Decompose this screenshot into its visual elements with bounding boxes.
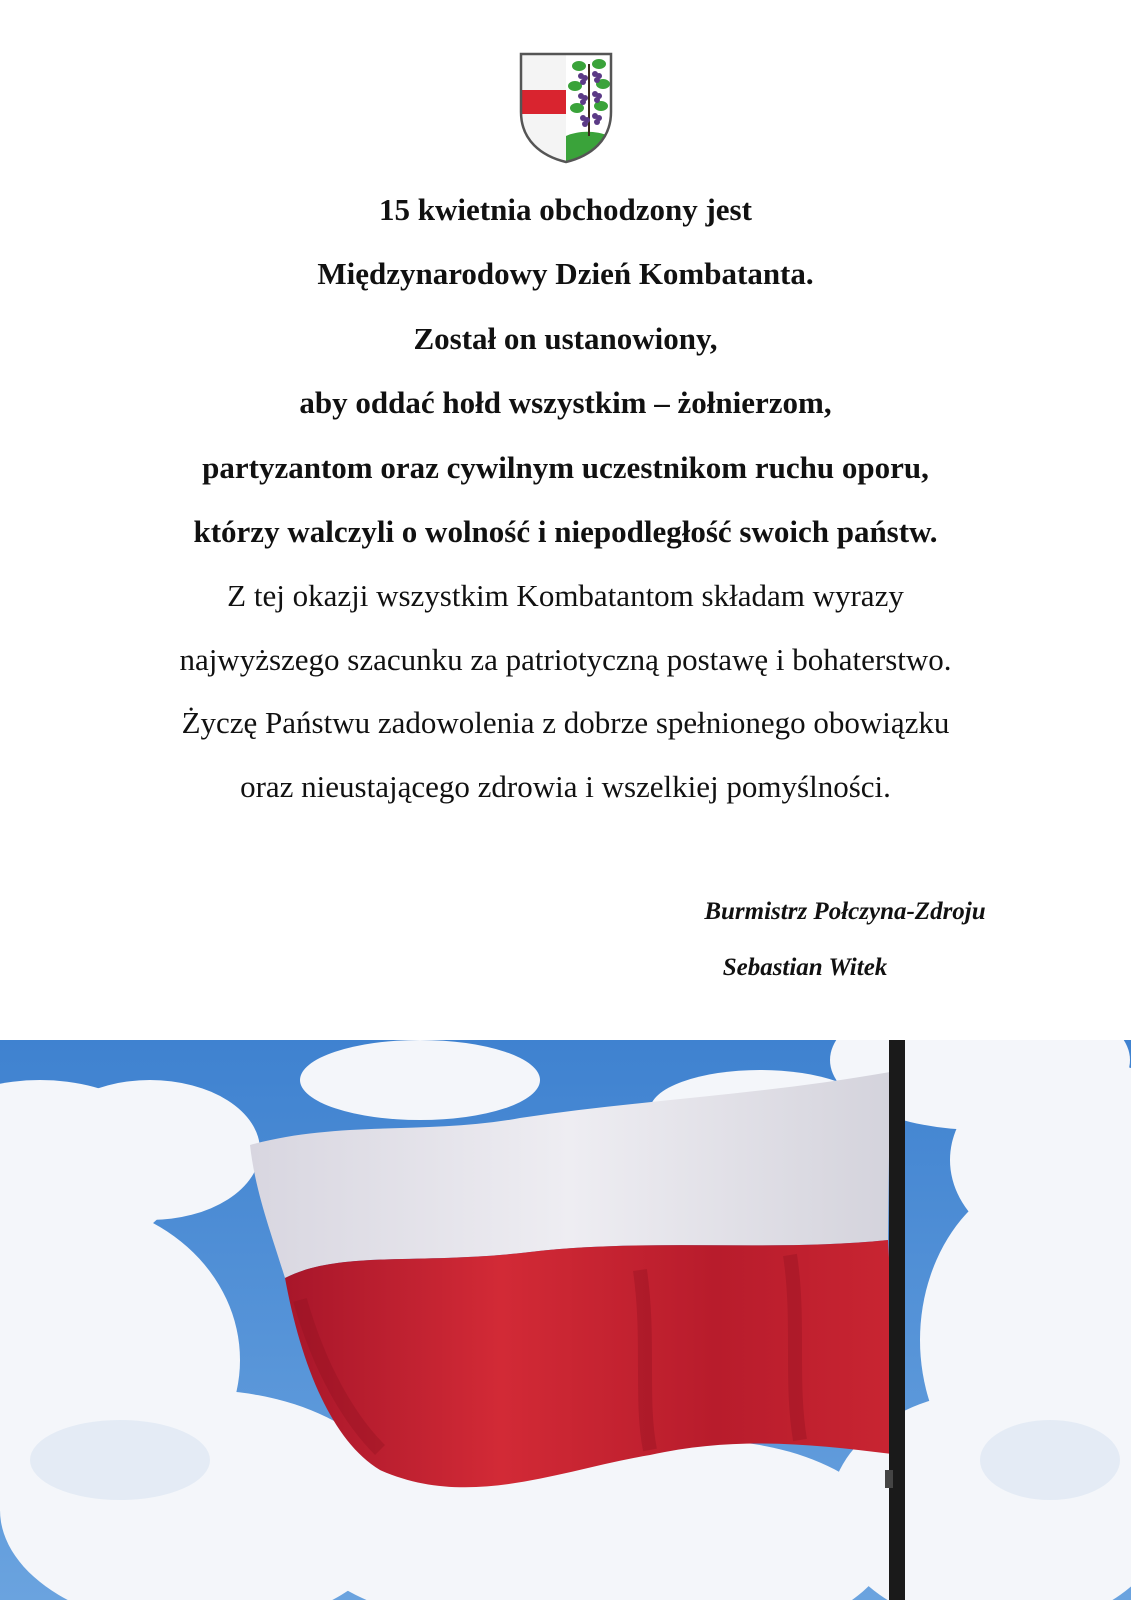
greeting-bold-line: Został on ustanowiony, <box>413 320 718 356</box>
signature-name: Sebastian Witek <box>722 954 888 981</box>
flag-pole <box>889 1040 905 1600</box>
greeting-bold-line: aby oddać hołd wszystkim – żołnierzom, <box>299 385 832 421</box>
greeting-regular-line: oraz nieustającego zdrowia i wszelkiej pomyślności. <box>240 768 891 804</box>
coat-of-arms-icon <box>519 52 613 164</box>
greeting-bold-line: 15 kwietnia obchodzony jest <box>379 192 752 227</box>
greeting-bold-line: partyzantom oraz cywilnym uczestnikom ruchu oporu, <box>202 449 929 485</box>
greeting-regular-line: Życzę Państwu zadowolenia z dobrze spełnionego obowiązku <box>181 705 950 741</box>
greeting-bold-line: Międzynarodowy Dzień Kombatanta. <box>317 256 814 292</box>
greeting-bold-line: którzy walczyli o wolność i niepodległość swoich państw. <box>193 514 938 550</box>
signature-block <box>560 884 1050 996</box>
greeting-regular-line: najwyższego szacunku za patriotyczną postawę i bohaterstwo. <box>179 641 952 677</box>
flag-clip <box>885 1470 893 1488</box>
greeting-regular-line: Z tej okazji wszystkim Kombatantom składam wyrazy <box>227 578 904 614</box>
signature-role: Burmistrz Połczyna-Zdroju <box>704 898 986 925</box>
polish-flag-photo <box>0 1040 1131 1600</box>
crest-red-band <box>519 90 566 114</box>
greeting-text <box>0 178 1131 818</box>
